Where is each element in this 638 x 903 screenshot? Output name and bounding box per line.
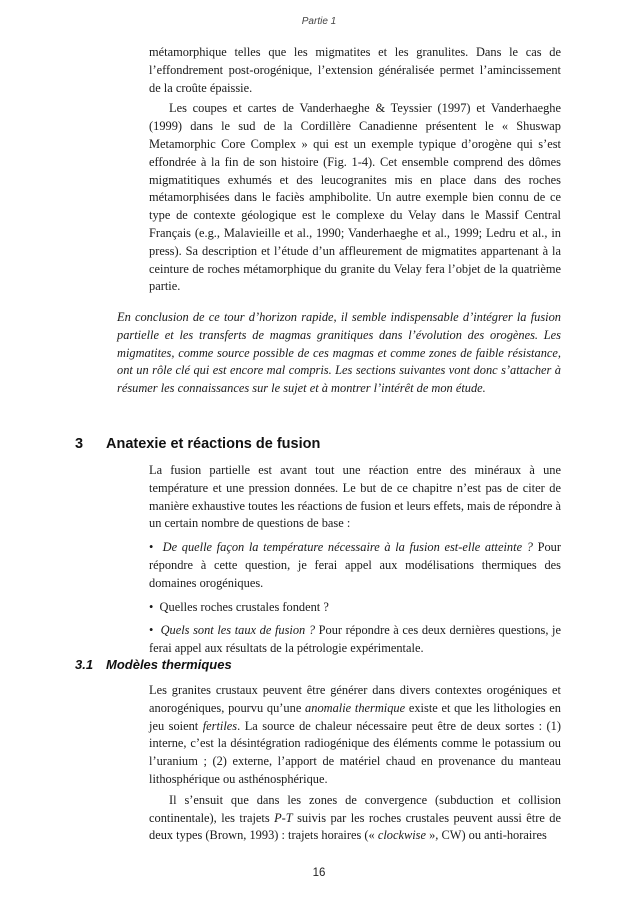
section-3-title: Anatexie et réactions de fusion <box>106 436 321 452</box>
top-text-block <box>149 44 561 296</box>
text-run: Les granites crustaux peuvent être générer dans divers contextes orogéniques et anorogéniques, pourvu qu’une <box>149 683 561 715</box>
emphasis-anomalie: anomalie thermique <box>305 700 406 715</box>
bullet-mark: • <box>149 623 154 638</box>
text-run: », CW) ou anti-horaires <box>426 828 547 843</box>
bullet-question: Quelles roches crustales fondent ? <box>159 599 329 614</box>
emphasis-fertiles: fertiles <box>202 718 238 733</box>
bullet-answer: Pour répondre à cette question, je ferai appel aux modélisations thermiques des domaines orogéniques. <box>149 540 561 590</box>
text-run: suivis par les roches crustales peuvent aussi être de deux types (Brown, 1993) : trajets horaires (« <box>149 810 561 843</box>
bullet-answer: Pour répondre à ces deux dernières questions, je ferai appel aux résultats de la pétrologie expérimentale. <box>149 623 561 656</box>
page-number: 16 <box>312 867 326 879</box>
paragraph-sources-chaleur <box>149 682 561 789</box>
bullet-mark: • <box>149 599 154 614</box>
paragraph-effondrement: métamorphique telles que les migmatites et les granulites. Dans le cas de l’effondrement post-orogénique, l’extension généralisée permet l’amincissement de la croûte épaissie. <box>149 45 561 95</box>
running-head: Partie 1 <box>301 16 337 27</box>
bullet-mark: • <box>149 540 154 555</box>
conclusion-paragraph: En conclusion de ce tour d’horizon rapide, il semble indispensable d’intégrer la fusion partielle et les transferts de magmas granitiques dans l’évolution des orogènes. Les migmatites, comme source possible de ces magmas et comme zones de faible résistance, ont un rôle clé qui est encore mal compris. Les sections suivantes vont donc s’attacher à résumer les connaissances sur le sujet et à montrer l’intérêt de mon étude. <box>117 310 561 396</box>
bullet-question: De quelle façon la température nécessaire à la fusion est-elle atteinte ? <box>162 540 533 555</box>
text-run: existe et que les lithologies en jeu soient <box>149 700 561 733</box>
emphasis-pt: P-T <box>274 810 293 825</box>
paragraph-trajets-pt <box>149 792 561 845</box>
text-run: . La source de chaleur nécessaire peut être de deux sortes : (1) interne, c’est la désintégration radiogénique des éléments comme le potassium ou l’uranium ; (2) externe, l’apport de matériel chaud en provenance du manteau lithosphérique ou asthénosphérique. <box>149 718 562 786</box>
section-3-body <box>149 462 561 658</box>
section-3-number: 3 <box>75 436 84 452</box>
text-run: Il s’ensuit que dans les zones de convergence (subduction et collision continentale), les trajets <box>149 792 561 825</box>
section-3-intro: La fusion partielle est avant tout une réaction entre des minéraux à une température et une pression données. Le but de ce chapitre n’est pas de citer de manière exhaustive toutes les réactions de fusion et leurs effets, mais de répondre à un certain nombre de questions de base : <box>149 463 561 531</box>
section-3-1-body <box>149 682 561 845</box>
paragraph-shuswap: Les coupes et cartes de Vanderhaeghe & Teyssier (1997) et Vanderhaeghe (1999) dans le sud de la Cordillère Canadienne présentent le « Shuswap Metamorphic Core Complex » qui est un exemple typique d’orogène qui s’est effondrée à la fin de son histoire (Fig. 1-4). Cet ensemble comprend des dômes migmatitiques exhumés et des leucogranites mis en place dans des roches métamorphisées dans le faciès amphibolite. Un autre exemple bien connu de ce type de contexte géologique est le complexe du Velay dans le Massif Central Français (e.g., Malavieille et al., 1990; Vanderhaeghe et al., 1999; Ledru et al., in press). Sa description et l’étude d’un affleurement de migmatites appartenant à la ceinture de roches métamorphique du granite du Velay fera l’objet de la quatrième partie. <box>149 101 561 294</box>
emphasis-clockwise: clockwise <box>377 828 426 843</box>
bullet-item-taux <box>149 622 561 658</box>
section-3-1-number: 3.1 <box>75 657 94 672</box>
bullet-question: Quels sont les taux de fusion ? <box>160 623 316 638</box>
section-3-1-title: Modèles thermiques <box>106 657 232 672</box>
bullet-item-temperature <box>149 539 561 592</box>
bullet-item-roches <box>149 599 561 617</box>
